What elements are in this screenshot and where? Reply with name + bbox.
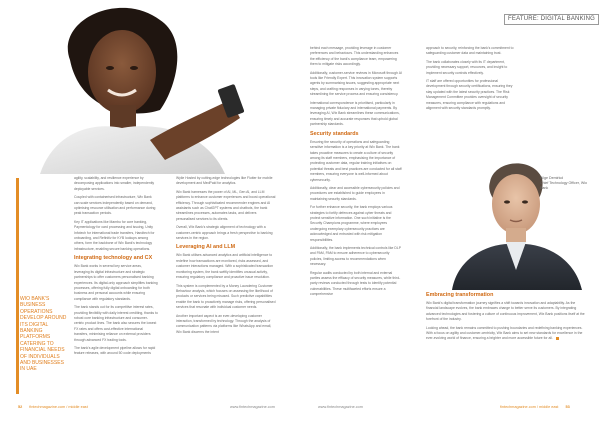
footer-url-left[interactable]: www.fintechmagazine.com: [230, 405, 275, 409]
paragraph: Wylie Hosted by cutting-edge technologies like Flutter for mobile development and MedPaid for analytics.: [176, 176, 273, 186]
paragraph: behind each message, providing leverage in customer preferences and behaviours. This understanding enhances the efficiency of the bank's compliance team, empowering them to mitigate risks accordingly.: [310, 46, 399, 67]
paragraph: International correspondence is prioritised, particularly in managing private fiduciary and international payments. By leveraging AI, Wix Bank streamlines these communications, ensuring timely and accurate responses that uphold global partnership standards.: [310, 100, 400, 127]
paragraph: Additionally, the bank implements technical controls like DLP and PAM, PAM to ensure adherence to cybersecurity policies, limiting access to recommendations when necessary.: [310, 246, 401, 267]
paragraph: Additionally, clear and accessible cybersecurity policies and procedures are established to guide employees in maintaining security standards.: [310, 185, 400, 201]
left-page-column-1: [74, 176, 158, 360]
paragraph: Wix Bank works in several key service areas, leveraging its digital infrastructure and strategic partnerships to offer customers personalised banking experiences. Its digital-only approach simplifies banking processes, offering fully digital onboarding for both business and personal accounts while ensuring compliance with regulatory standards.: [74, 264, 158, 301]
page-number: 53: [565, 405, 570, 409]
caption-role: Chief Technology Officer, Wio Bank: [540, 180, 588, 190]
footer-brand: fintechmagazine.com / middle east: [29, 405, 88, 409]
paragraph: The bank stands out for its competitive interest rates, providing flexibility with daily interest crediting, thanks to robust core banking infrastructure and consumer-centric product lines. The bank also secures the lowest FX rates and offers cost-effective international transfers, minimising reliance on external providers through advanced FX trading tools.: [74, 305, 158, 342]
footer-right: [500, 404, 570, 410]
pull-quote: WIO BANK'S BUSINESS OPERATIONS DEVELOP AROUND ITS DIGITAL BANKING PLATFORMS CATERING TO FINANCIAL NEEDS OF INDIVIDUALS AND BUSINESSES IN UAE: [20, 296, 67, 373]
paragraph: agility, scalability, and resilience experience by decomposing applications into smaller, independently deployable services.: [74, 176, 155, 191]
right-page-column-2-top: [426, 46, 516, 114]
right-page-column-2-bottom: [426, 292, 586, 345]
paragraph: Coupled with containerised infrastructure, Wix Bank can scale services independently based on demand, optimising resource utilisation and performance during peak transaction periods.: [74, 195, 156, 216]
caption-name: Bilge Demirkol: [540, 176, 564, 180]
paragraph: Wix Bank utilises advanced analytics and artificial intelligence to redefine how transactions are monitored, risks assessed, and customer interactions managed. With a sophisticated transaction monitoring system, the bank swiftly identifies unusual activity, ensuring regulatory compliance and proactive issue resolution.: [176, 253, 274, 280]
footer-brand: fintechmagazine.com / middle east: [500, 405, 559, 409]
paragraph: The bank's agile development pipeline allows for rapid feature releases, with around 50 code deployments: [74, 345, 156, 356]
page-number: 52: [18, 405, 23, 409]
paragraph: Overall, Wix Bank's strategic alignment of technology with a customer-centric approach brings a fresh perspective to banking services in the region.: [176, 225, 273, 241]
paragraph: [426, 326, 586, 342]
paragraph: Wix Bank harnesses the power of AI, ML, Gen AI, and LLM platforms to enhance customer experiences and boost operational efficiency. Through sophisticated recommender engines and AI assistants such as ChatGPT systems and chatbots, the bank streamlines processes, automates tasks, and delivers personalised services to its clients.: [176, 189, 276, 221]
paragraph: Key IT applications like Mambu for core banking, Paymentology for card processing and issuing, Unity Infotech for international trade transfers, Handtech for onboarding, and Refinitiv for KYB lookups among others, form the backbone of Wix Bank's technology infrastructure, enabling secure banking operations.: [74, 219, 155, 251]
portrait-photo-man: [414, 152, 600, 290]
paragraph: Another important aspect is an ever-developing customer interaction, transformed by technology. Through the analysis of communication patterns via platforms like WhatsApp and email, Wix Bank discerns the intent: [176, 313, 272, 334]
section-heading: Security standards: [310, 130, 359, 137]
footer-url-right[interactable]: www.fintechmagazine.com: [318, 405, 363, 409]
paragraph: Regular audits conducted by both internal and external parties assess the efficacy of security measures, while third-party reviews conducted through tests to identify potential vulnerabilities. These multifaceted efforts ensure a comprehensive: [310, 270, 401, 297]
hero-photo-woman: [0, 0, 300, 174]
paragraph: This system is complemented by a Money Laundering Customer Behaviour analysis, which focuses on assessing the likelihood of products or services being misused. Such predictive capabilities enable the bank to proactively manage risks, offering personalised services that resonate with individual customer needs.: [176, 283, 276, 310]
paragraph: Additionally, customer-service reviews in Microsoft through AI tools like Friendly Expert. This innovation system supports agents by summarising issues, suggesting appropriate next steps, and crafting responses in varying tones, thereby streamlining the service process and ensuring consistency.: [310, 70, 402, 97]
woman-portrait-illustration: [0, 0, 300, 174]
section-heading: Integrating technology and CX: [74, 255, 153, 262]
paragraph: The bank collaborates closely with its IT department, providing necessary support, resources, and insight to implement security controls effectively.: [426, 59, 508, 75]
photo-caption: [540, 176, 596, 190]
right-page-column-1: [310, 46, 402, 301]
paragraph: Ensuring the security of operations and safeguarding sensitive information is a key priority at Wix Bank. The bank takes proactive measures to create a culture of security among its staff members, emphasising the importance of protecting customer data, regular training initiatives on potential threats and best practices are conducted for all staff members, ensuring everyone is well-informed about cybersecurity.: [310, 139, 402, 182]
paragraph: IT staff are offered opportunities for professional development through security certifications, ensuring they stay updated with the latest security practices. The Risk Management Committee provides oversight of security measures, ensuring compliance with regulations and alignment with security standards promptly.: [426, 79, 513, 111]
end-mark-icon: [556, 337, 559, 340]
section-heading: Leveraging AI and LLM: [176, 244, 236, 251]
section-heading: Embracing transformation: [426, 292, 494, 298]
paragraph: Wix Bank's digital transformation journey signifies a shift towards innovation and adaptability. As the financial landscape evolves, the bank embraces change to better serve its customers. By integrating advanced technologies and fostering a culture of continuous improvement, Wix Bank positions itself at the forefront of the industry.: [426, 301, 585, 322]
accent-bar-left: [16, 178, 19, 394]
man-portrait-illustration: [414, 152, 600, 290]
section-tag-right: FEATURE: DIGITAL BANKING: [504, 14, 599, 25]
paragraph-text: Looking ahead, the bank remains committed to pushing boundaries and redefining banking experiences. With a focus on agility and customer-centricity, Wix Bank aims to set new standards for excellence in the ever-evolving world of finance, ensuring a brighter and more accessible future for all.: [426, 325, 583, 341]
paragraph: approach to security, reinforcing the bank's commitment to safeguarding customer data and maintaining trust.: [426, 46, 514, 56]
left-page-column-2: [176, 176, 276, 338]
footer-left: [18, 404, 88, 410]
paragraph: For further enhance security, the bank employs various strategies to fortify defences against cyber threats and protect sensitive information. One such initiative is the Security Champions programme, where employees undergoing exemplary cybersecurity practices are acknowledged and entrusted with risk mitigation responsibilities.: [310, 205, 393, 242]
